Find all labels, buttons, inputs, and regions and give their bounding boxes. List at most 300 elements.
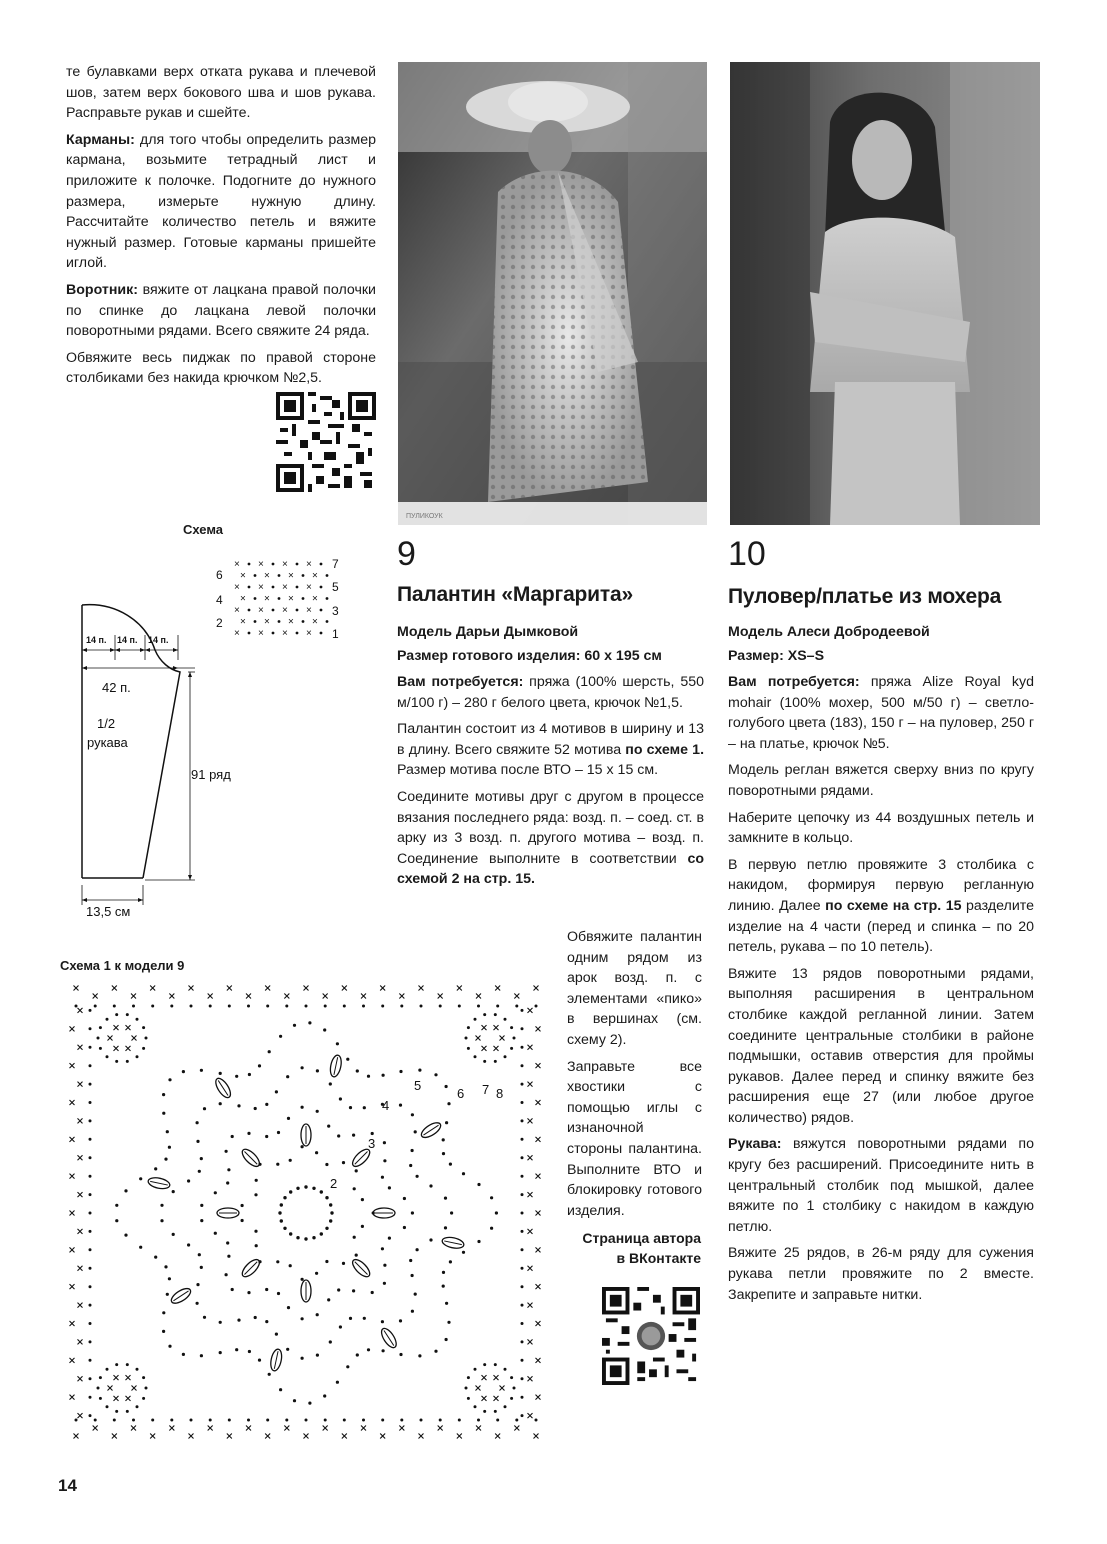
chain-dot	[289, 1159, 292, 1162]
stitch-mark	[284, 994, 289, 999]
chain-dot	[115, 1204, 118, 1207]
schema-label: 14 п.	[86, 635, 107, 645]
chain-dot	[266, 1005, 269, 1008]
chain-dot	[200, 1157, 203, 1160]
chain-dot	[162, 1112, 165, 1115]
stitch-mark	[131, 1426, 136, 1431]
chain-dot	[164, 1265, 167, 1268]
crochet-motif-chart	[62, 978, 550, 1448]
photo-model-10	[730, 62, 1040, 525]
chain-dot	[381, 1419, 384, 1422]
chain-dot	[265, 1320, 268, 1323]
schema1-title: Схема 1 к модели 9	[60, 958, 185, 973]
stitch-mark: ×	[306, 582, 312, 593]
chain-dot	[278, 1211, 281, 1214]
chain-dot	[400, 1419, 403, 1422]
chain-dot	[255, 1179, 258, 1182]
chain-dot	[445, 1085, 448, 1088]
chain-dot	[458, 1419, 461, 1422]
photo-credit: ПУЛИКОУК	[406, 513, 443, 520]
chain-dot	[346, 1365, 349, 1368]
chain-dot	[115, 1013, 118, 1016]
stitch-mark	[476, 1386, 481, 1391]
chain-dot	[170, 1005, 173, 1008]
chain-dot	[145, 1387, 148, 1390]
stitch-mark	[528, 1192, 533, 1197]
chain-dot	[411, 1113, 414, 1116]
chain-dot	[521, 1064, 524, 1067]
chain-dot	[89, 1027, 92, 1030]
chain-dot	[227, 1255, 230, 1258]
chain-dot	[362, 1005, 365, 1008]
chain-dot	[237, 1104, 240, 1107]
chain-dot	[504, 1055, 507, 1058]
chain-dot	[301, 1145, 304, 1148]
chain-dot	[521, 1212, 524, 1215]
stitch-mark: ×	[234, 628, 240, 639]
chain-dot	[219, 1351, 222, 1354]
chain-dot	[504, 1018, 507, 1021]
stitch-mark	[399, 1426, 404, 1431]
chain-dot	[182, 1070, 185, 1073]
chain-dot	[139, 1246, 142, 1249]
chain-dot	[142, 1047, 145, 1050]
stitch-dot	[248, 586, 251, 589]
chain-dot	[151, 1005, 154, 1008]
stitch-mark: ×	[258, 559, 264, 570]
chain-dot	[225, 1150, 228, 1153]
round-number: 8	[496, 1086, 504, 1101]
stitch-mark	[342, 986, 347, 991]
chain-dot	[521, 1046, 524, 1049]
chain-dot	[106, 1405, 109, 1408]
paragraph: Вяжите 13 рядов поворотными рядами, выполняя расширения в центральном столбике каждой регланной линии. Затем соедините центральные столбики в районе подмышки, оставив отверстия для проймы рукавов. Далее перед и спинку вяжите без расширения еще 27 (или любое другое количество) рядов.	[728, 965, 1034, 1126]
chain-dot	[361, 1198, 364, 1201]
chain-dot	[89, 1359, 92, 1362]
stitch-mark: ×	[288, 616, 294, 628]
chain-dot	[285, 1005, 288, 1008]
row-number: 4	[216, 593, 223, 607]
model9-text	[397, 620, 704, 896]
chain-dot	[403, 1226, 406, 1229]
paragraph: Рукава: вяжутся поворотными рядами по кругу без расширений. Присоедините нить в центральный столбик под мышкой, далее вяжите по 1 столбику с накидом в каждую петлю.	[728, 1136, 1034, 1235]
chain-dot	[166, 1293, 169, 1296]
chain-dot	[172, 1233, 175, 1236]
chain-dot	[162, 1330, 165, 1333]
stitch-mark	[150, 1434, 155, 1439]
model-number: 9	[397, 535, 416, 573]
paragraph: Воротник: вяжите от лацкана правой полочки по спинке до лацкана левой полочки поворотными рядами. Всего свяжите 24 ряда.	[66, 281, 376, 340]
chain-dot	[420, 1005, 423, 1008]
stitch-dot	[296, 586, 299, 589]
stitch-mark	[536, 1063, 541, 1068]
chain-dot	[343, 1419, 346, 1422]
stitch-mark	[536, 1026, 541, 1031]
stitch-mark	[78, 1082, 83, 1087]
chain-dot	[494, 1013, 497, 1016]
chain-dot	[367, 1348, 370, 1351]
chain-dot	[139, 1177, 142, 1180]
chain-dot	[439, 1005, 442, 1008]
stitch-mark	[536, 1358, 541, 1363]
chain-dot	[521, 1359, 524, 1362]
stitch-mark	[534, 986, 539, 991]
stitch-mark	[78, 1376, 83, 1381]
chain-dot	[521, 1101, 524, 1104]
chain-dot	[494, 1363, 497, 1366]
qr-code-icon	[602, 1287, 700, 1385]
chain-dot	[510, 1376, 513, 1379]
petal-line	[173, 1291, 188, 1301]
chain-dot	[248, 1073, 251, 1076]
chain-dot	[494, 1060, 497, 1063]
schema-title: Схема	[183, 522, 224, 537]
chain-dot	[136, 1405, 139, 1408]
stitch-mark	[482, 1375, 487, 1380]
chain-dot	[458, 1005, 461, 1008]
chain-dot	[219, 1102, 222, 1105]
chain-dot	[200, 1266, 203, 1269]
stitch-dot	[326, 574, 329, 577]
paragraph: В первую петлю провяжите 3 столбика с накидом, формируя первую регланную линию. Далее по схеме на стр. 15 разделите изделие на 4 части (перед и спинка – по 20 петель, рукава – по 10 петель).	[728, 856, 1034, 956]
stitch-mark	[70, 1358, 75, 1363]
chain-dot	[132, 1005, 135, 1008]
stitch-mark	[494, 1025, 499, 1030]
chain-dot	[442, 1152, 445, 1155]
chain-dot	[168, 1146, 171, 1149]
chain-dot	[342, 1262, 345, 1265]
chain-dot	[356, 1069, 359, 1072]
paragraph: Карманы: для того чтобы определить размер кармана, возьмите тетрадный лист и приложите к полочке. Подогните до нужного размера, измерьте нужную длину. Рассчитайте количество петель и вяжите нужный размер. Готовые карманы пришейте иглой.	[66, 131, 376, 272]
stitch-mark	[284, 1426, 289, 1431]
chain-dot	[320, 1190, 323, 1193]
stitch-mark	[74, 1434, 79, 1439]
stitch-mark	[108, 1036, 113, 1041]
stitch-mark	[482, 1025, 487, 1030]
chain-dot	[327, 1125, 330, 1128]
chain-dot	[495, 1211, 498, 1214]
chain-dot	[477, 1419, 480, 1422]
chain-dot	[323, 1028, 326, 1031]
stitch-dot	[248, 563, 251, 566]
stitch-mark	[78, 1339, 83, 1344]
stitch-mark	[323, 994, 328, 999]
stitch-mark	[126, 1025, 131, 1030]
chain-dot	[330, 1211, 333, 1214]
stitch-mark	[78, 1008, 83, 1013]
chain-dot	[381, 1005, 384, 1008]
chain-dot	[521, 1156, 524, 1159]
stitch-mark	[150, 986, 155, 991]
stitch-dot	[254, 597, 257, 600]
chain-dot	[416, 1248, 419, 1251]
stitch-mark: ×	[306, 605, 312, 616]
chain-dot	[280, 1219, 283, 1222]
chain-dot	[235, 1075, 238, 1078]
stitch-dot	[320, 586, 323, 589]
chain-dot	[305, 1419, 308, 1422]
chain-dot	[154, 1256, 157, 1259]
stitch-mark	[70, 1321, 75, 1326]
chain-dot	[362, 1419, 365, 1422]
chain-dot	[276, 1260, 279, 1263]
chain-dot	[187, 1179, 190, 1182]
model9-narrow-text	[567, 927, 702, 1227]
chain-dot	[89, 1396, 92, 1399]
row-number: 7	[332, 557, 339, 571]
stitch-mark	[112, 1434, 117, 1439]
stitch-mark: ×	[312, 616, 318, 628]
chain-dot	[496, 1005, 499, 1008]
stitch-mark	[93, 994, 98, 999]
stitch-mark: ×	[288, 570, 294, 582]
model-number: 10	[728, 535, 766, 573]
stitch-mark	[419, 1434, 424, 1439]
stitch-mark	[114, 1046, 119, 1051]
chain-dot	[445, 1121, 448, 1124]
chain-dot	[349, 1106, 352, 1109]
stitch-dot	[254, 574, 257, 577]
chain-dot	[142, 1376, 145, 1379]
chain-dot	[126, 1410, 129, 1413]
chain-dot	[172, 1190, 175, 1193]
stitch-mark	[528, 1266, 533, 1271]
stitch-dot	[248, 609, 251, 612]
stitch-mark	[528, 1045, 533, 1050]
chain-dot	[287, 1117, 290, 1120]
chain-dot	[521, 1248, 524, 1251]
stitch-mark	[323, 1426, 328, 1431]
chain-dot	[200, 1354, 203, 1357]
row-number: 5	[332, 580, 339, 594]
chain-dot	[442, 1138, 445, 1141]
stitch-mark	[114, 1375, 119, 1380]
chain-dot	[275, 1333, 278, 1336]
paragraph: Вяжите 25 рядов, в 26-м ряду для сужения рукава петли провяжите по 2 вместе. Закрепите и заправьте нитки.	[728, 1245, 1034, 1303]
chain-dot	[142, 1026, 145, 1029]
stitch-mark	[78, 1155, 83, 1160]
chain-dot	[383, 1264, 386, 1267]
model10-text	[728, 620, 1034, 1311]
chain-dot	[75, 1005, 78, 1008]
chain-dot	[449, 1260, 452, 1263]
stitch-mark	[482, 1396, 487, 1401]
chain-dot	[89, 1083, 92, 1086]
chain-dot	[115, 1219, 118, 1222]
chain-dot	[126, 1060, 129, 1063]
chain-dot	[521, 1267, 524, 1270]
stitch-mark	[227, 986, 232, 991]
chain-dot	[164, 1158, 167, 1161]
schema-label: 14 п.	[117, 635, 138, 645]
chain-dot	[228, 1419, 231, 1422]
chain-dot	[265, 1103, 268, 1106]
stitch-mark	[399, 994, 404, 999]
petal-line	[444, 1241, 462, 1245]
chain-dot	[301, 1066, 304, 1069]
chain-dot	[99, 1397, 102, 1400]
chain-dot	[399, 1104, 402, 1107]
chain-dot	[268, 1050, 271, 1053]
stitch-mark: ×	[240, 570, 246, 582]
stitch-mark	[528, 1082, 533, 1087]
chain-dot	[510, 1026, 513, 1029]
stitch-mark	[438, 994, 443, 999]
chain-dot	[142, 1397, 145, 1400]
chain-dot	[521, 1138, 524, 1141]
chain-dot	[329, 1219, 332, 1222]
stitch-mark	[494, 1375, 499, 1380]
chain-dot	[434, 1350, 437, 1353]
chain-dot	[106, 1368, 109, 1371]
stitch-mark: ×	[234, 582, 240, 593]
chain-dot	[445, 1302, 448, 1305]
chain-dot	[145, 1037, 148, 1040]
chain-dot	[89, 1009, 92, 1012]
chain-dot	[305, 1005, 308, 1008]
chain-dot	[325, 1196, 328, 1199]
stitch-mark	[304, 1434, 309, 1439]
chain-dot	[106, 1055, 109, 1058]
chain-dot	[477, 1005, 480, 1008]
stitch-mark	[189, 986, 194, 991]
model-title: Палантин «Маргарита»	[397, 583, 633, 606]
chain-dot	[286, 1348, 289, 1351]
chain-dot	[329, 1203, 332, 1206]
chain-dot	[325, 1260, 328, 1263]
stitch-dot	[302, 597, 305, 600]
model-title: Пуловер/платье из мохера	[728, 585, 1002, 608]
stitch-dot	[272, 632, 275, 635]
chain-dot	[136, 1368, 139, 1371]
round-number: 2	[330, 1176, 338, 1191]
stitch-mark: ×	[264, 616, 270, 628]
chain-dot	[325, 1163, 328, 1166]
stitch-mark	[495, 986, 500, 991]
chain-dot	[409, 1164, 412, 1167]
chain-dot	[301, 1357, 304, 1360]
chain-dot	[521, 1193, 524, 1196]
chain-dot	[474, 1405, 477, 1408]
petal-line	[334, 1057, 338, 1075]
chain-dot	[515, 1419, 518, 1422]
stitch-mark	[132, 1386, 137, 1391]
author-page-label: Страница автора в ВКонтакте	[582, 1230, 701, 1266]
paragraph: Модель реглан вяжется сверху вниз по кругу поворотными рядами.	[728, 762, 1034, 799]
chain-dot	[89, 1212, 92, 1215]
chain-dot	[477, 1240, 480, 1243]
chain-dot	[247, 1132, 250, 1135]
chain-dot	[490, 1227, 493, 1230]
author-line: Модель Алеси Добродеевой	[728, 624, 930, 640]
stitch-mark	[528, 1339, 533, 1344]
chain-dot	[166, 1130, 169, 1133]
chain-dot	[214, 1191, 217, 1194]
stitch-mark	[528, 1008, 533, 1013]
stitch-mark	[114, 1396, 119, 1401]
stitch-mark	[126, 1396, 131, 1401]
chain-dot	[258, 1064, 261, 1067]
chain-dot	[126, 1013, 129, 1016]
chain-dot	[510, 1047, 513, 1050]
chain-dot	[280, 1203, 283, 1206]
chain-dot	[89, 1175, 92, 1178]
row-number: 3	[332, 604, 339, 618]
chain-dot	[521, 1396, 524, 1399]
chain-dot	[99, 1026, 102, 1029]
stitch-mark: ×	[282, 605, 288, 616]
round-number: 3	[368, 1136, 376, 1151]
chain-dot	[75, 1419, 78, 1422]
stitch-mark	[208, 994, 213, 999]
stitch-mark	[419, 986, 424, 991]
chain-dot	[336, 1381, 339, 1384]
chain-dot	[337, 1288, 340, 1291]
chain-dot	[190, 1005, 193, 1008]
chain-dot	[160, 1204, 163, 1207]
chain-dot	[315, 1272, 318, 1275]
stitch-mark	[265, 1434, 270, 1439]
chain-dot	[504, 1368, 507, 1371]
chain-dot	[474, 1055, 477, 1058]
paragraph: Вам потребуется: пряжа (100% шерсть, 550 м/100 г) – 280 г белого цвета, крючок №1,5.	[397, 674, 704, 711]
chain-dot	[467, 1047, 470, 1050]
stitch-mark	[78, 1045, 83, 1050]
chain-dot	[483, 1060, 486, 1063]
stitch-mark	[74, 986, 79, 991]
round-number: 6	[457, 1086, 465, 1101]
paragraph: Заправьте все хвостики с помощью иглы с изнаночной стороны палантина. Выполните ВТО и блокировку готового изделия.	[567, 1058, 702, 1219]
chain-dot	[228, 1005, 231, 1008]
chain-dot	[219, 1321, 222, 1324]
chain-dot	[241, 1219, 244, 1222]
chain-dot	[361, 1225, 364, 1228]
stitch-dot	[296, 632, 299, 635]
chain-dot	[363, 1106, 366, 1109]
stitch-mark	[70, 1063, 75, 1068]
chain-dot	[352, 1134, 355, 1137]
petal-line	[244, 1151, 257, 1164]
stitch-mark	[528, 1118, 533, 1123]
chain-dot	[411, 1274, 414, 1277]
row-number: 2	[216, 616, 223, 630]
chain-dot	[279, 1035, 282, 1038]
stitch-mark	[457, 1434, 462, 1439]
chain-dot	[258, 1359, 261, 1362]
stitch-mark	[78, 1192, 83, 1197]
petal-line	[355, 1262, 368, 1275]
chain-dot	[382, 1074, 385, 1077]
schema-label: 1/2	[97, 716, 116, 731]
chain-dot	[170, 1419, 173, 1422]
chain-dot	[429, 1184, 432, 1187]
stitch-dot	[320, 632, 323, 635]
chain-dot	[304, 1237, 307, 1240]
chain-dot	[200, 1219, 203, 1222]
stitch-mark: ×	[234, 559, 240, 570]
chain-dot	[196, 1121, 199, 1124]
stitch-mark	[70, 1395, 75, 1400]
chain-dot	[367, 1075, 370, 1078]
chain-dot	[382, 1349, 385, 1352]
schema-label: 13,5 см	[86, 904, 131, 919]
stitch-mark	[169, 1426, 174, 1431]
chain-dot	[521, 1009, 524, 1012]
row-number: 1	[332, 627, 339, 641]
chain-dot	[115, 1410, 118, 1413]
chain-dot	[465, 1037, 468, 1040]
chain-dot	[89, 1322, 92, 1325]
